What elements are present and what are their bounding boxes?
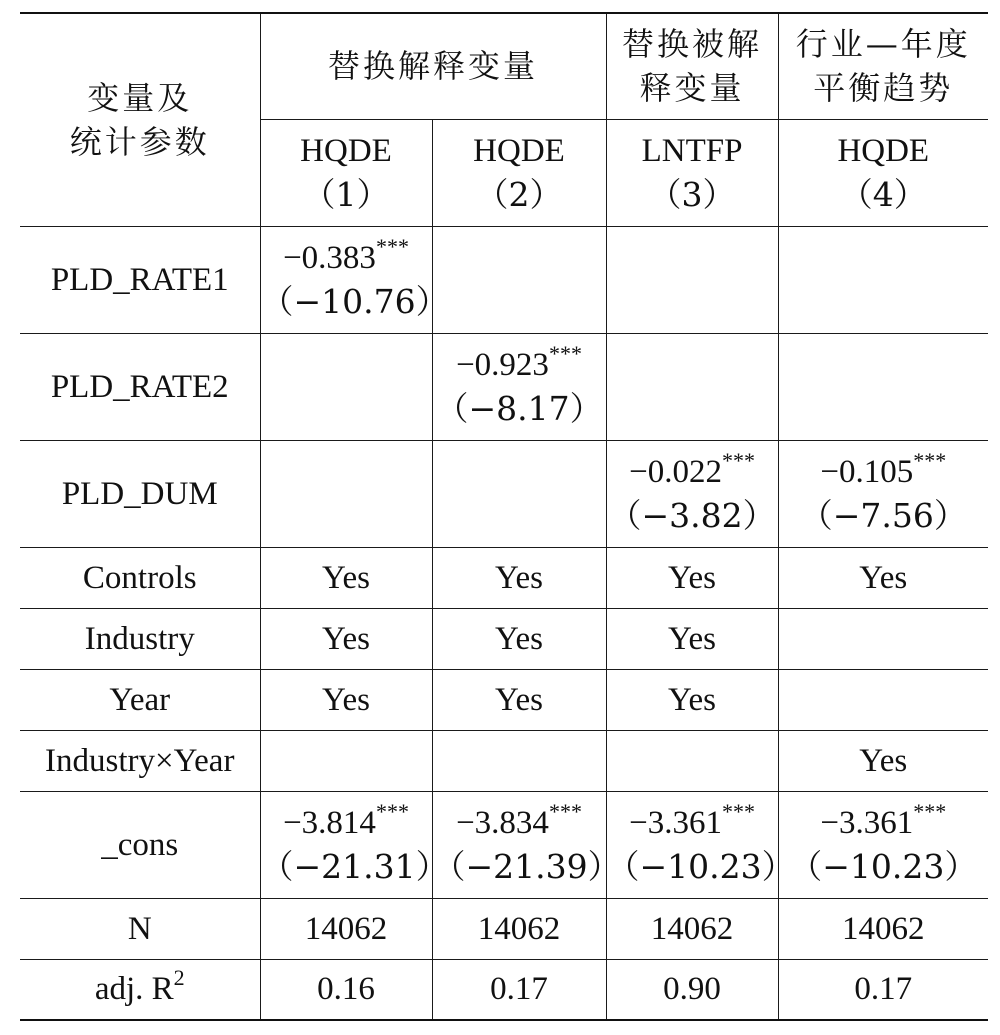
value-cell: Yes (260, 669, 432, 730)
coef-cell (778, 791, 988, 898)
significance-stars: *** (375, 798, 409, 824)
t-statistic: （−21.39） (432, 846, 621, 886)
row-label: PLD_RATE1 (20, 226, 260, 333)
value-cell: 0.90 (606, 959, 778, 1020)
coef-cell (432, 226, 606, 333)
coefficient: −3.814 (283, 804, 376, 841)
regression-table (20, 12, 988, 1021)
coef-cell (606, 333, 778, 440)
coef-cell (432, 440, 606, 547)
table-row (20, 669, 988, 730)
col-header-3: LNTFP （3） (606, 119, 778, 226)
coef-cell (606, 440, 778, 547)
value-cell: Yes (260, 547, 432, 608)
coef-cell (606, 226, 778, 333)
coefficient: −3.834 (456, 804, 549, 841)
row-label: adj. $R^2$ (20, 959, 260, 1020)
coefficient: −3.361 (629, 804, 722, 841)
row-label: Year (20, 669, 260, 730)
table-body (20, 226, 988, 1020)
row-label: Industry×Year (20, 730, 260, 791)
value-cell: 14062 (260, 898, 432, 959)
value-cell: Yes (260, 608, 432, 669)
coef-cell (432, 791, 621, 898)
coefficient: −3.361 (820, 804, 914, 841)
significance-stars: *** (721, 447, 755, 473)
coef-cell (778, 333, 988, 440)
value-cell: Yes (778, 730, 988, 791)
row-label: _cons (20, 791, 260, 898)
value-cell: Yes (432, 608, 606, 669)
value-cell: Yes (432, 547, 606, 608)
header-group-trend: 行业—年度 平衡趋势 (778, 13, 988, 119)
value-cell: Yes (606, 608, 778, 669)
coefficient: −0.022 (629, 453, 722, 490)
header-group-dependent: 替换被解 释变量 (606, 13, 778, 119)
value-cell (778, 608, 988, 669)
significance-stars: *** (548, 340, 582, 366)
significance-stars: *** (375, 233, 409, 259)
col-header-4: HQDE （4） (778, 119, 988, 226)
header-group-explanatory: 替换解释变量 (260, 13, 606, 119)
col-header-1: HQDE （1） (260, 119, 432, 226)
col-header-2: HQDE （2） (432, 119, 606, 226)
table-row (20, 791, 988, 898)
value-cell (260, 730, 432, 791)
coef-cell (778, 440, 988, 547)
coef-cell (606, 791, 795, 898)
t-statistic: （−10.23） (606, 846, 795, 886)
coef-cell (260, 791, 449, 898)
significance-stars: *** (721, 798, 755, 824)
row-label: Industry (20, 608, 260, 669)
t-statistic: （−21.31） (260, 846, 449, 886)
value-cell (606, 730, 778, 791)
coefficient: −0.105 (820, 453, 914, 490)
value-cell: 14062 (432, 898, 606, 959)
value-cell: 14062 (778, 898, 988, 959)
t-statistic: （−10.76） (260, 281, 449, 321)
coef-cell (260, 333, 432, 440)
value-cell: Yes (432, 669, 606, 730)
coefficient: −0.923 (456, 346, 549, 383)
value-cell (778, 669, 988, 730)
t-statistic: （−7.56） (799, 495, 967, 535)
coef-cell (778, 226, 988, 333)
t-statistic: （−3.82） (608, 495, 776, 535)
t-statistic: （−8.17） (435, 388, 603, 428)
table-row (20, 547, 988, 608)
coefficient: −0.383 (283, 239, 376, 276)
value-cell: Yes (606, 547, 778, 608)
significance-stars: *** (913, 447, 947, 473)
value-cell: 0.17 (778, 959, 988, 1020)
value-cell: 0.16 (260, 959, 432, 1020)
table-row (20, 959, 988, 1020)
row-label: PLD_DUM (20, 440, 260, 547)
value-cell: Yes (606, 669, 778, 730)
significance-stars: *** (913, 798, 947, 824)
row-label: Controls (20, 547, 260, 608)
coef-cell (432, 333, 606, 440)
row-label: PLD_RATE2 (20, 333, 260, 440)
table-row (20, 440, 988, 547)
value-cell: 14062 (606, 898, 778, 959)
table-row (20, 608, 988, 669)
significance-stars: *** (548, 798, 582, 824)
coef-cell (260, 226, 449, 333)
table-row (20, 898, 988, 959)
coef-cell (260, 440, 432, 547)
value-cell (432, 730, 606, 791)
value-cell: Yes (778, 547, 988, 608)
table-row (20, 226, 988, 333)
header-var-label: 变量及 统计参数 (20, 13, 260, 226)
t-statistic: （−10.23） (789, 846, 978, 886)
table-row (20, 333, 988, 440)
row-label: N (20, 898, 260, 959)
value-cell: 0.17 (432, 959, 606, 1020)
table-row (20, 730, 988, 791)
